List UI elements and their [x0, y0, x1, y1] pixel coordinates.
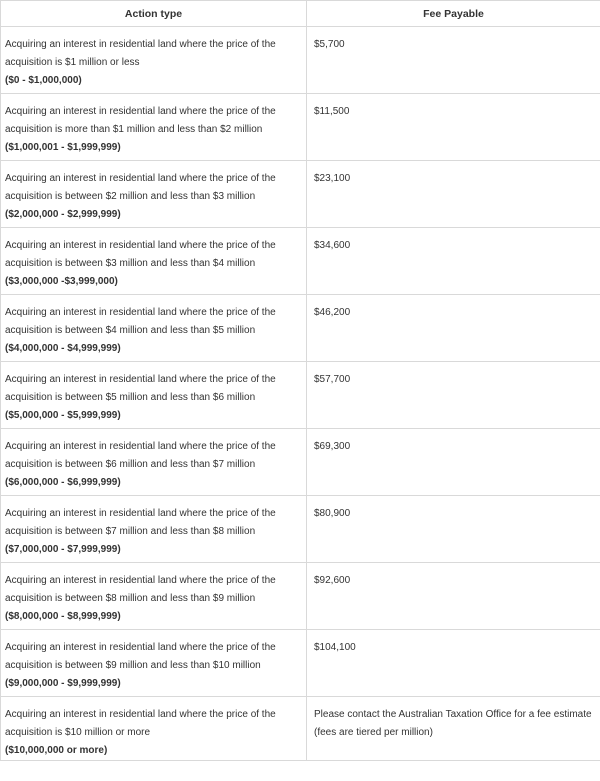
table-row [1, 563, 600, 630]
price-range: ($5,000,000 - $5,999,999) [5, 410, 121, 421]
action-cell [1, 429, 307, 496]
header-action-type: Action type [1, 1, 307, 27]
action-description: Acquiring an interest in residential land where the price of the acquisition is between $3 million and less than $4 million [5, 240, 276, 269]
action-cell [1, 697, 307, 761]
table-body [1, 27, 600, 761]
fee-cell: $92,600 [307, 563, 600, 630]
action-description: Acquiring an interest in residential land where the price of the acquisition is between $6 million and less than $7 million [5, 441, 276, 470]
table-row [1, 228, 600, 295]
header-row [1, 1, 600, 27]
price-range: ($8,000,000 - $8,999,999) [5, 611, 121, 622]
action-cell [1, 362, 307, 429]
price-range: ($3,000,000 -$3,999,000) [5, 276, 118, 287]
action-description: Acquiring an interest in residential land where the price of the acquisition is $10 million or more [5, 709, 276, 738]
table-row [1, 27, 600, 94]
action-description: Acquiring an interest in residential land where the price of the acquisition is between $7 million and less than $8 million [5, 508, 276, 537]
action-description: Acquiring an interest in residential land where the price of the acquisition is between $2 million and less than $3 million [5, 173, 276, 202]
table-row [1, 429, 600, 496]
action-description: Acquiring an interest in residential land where the price of the acquisition is $1 million or less [5, 39, 276, 68]
action-cell [1, 228, 307, 295]
action-cell [1, 27, 307, 94]
action-cell [1, 496, 307, 563]
fee-cell: $34,600 [307, 228, 600, 295]
action-description: Acquiring an interest in residential land where the price of the acquisition is more than $1 million and less than $2 million [5, 106, 276, 135]
table-row [1, 94, 600, 161]
action-cell [1, 161, 307, 228]
action-description: Acquiring an interest in residential land where the price of the acquisition is between $4 million and less than $5 million [5, 307, 276, 336]
fee-cell: $5,700 [307, 27, 600, 94]
price-range: ($10,000,000 or more) [5, 745, 108, 756]
fee-cell: $46,200 [307, 295, 600, 362]
table-header [1, 1, 600, 27]
price-range: ($6,000,000 - $6,999,999) [5, 477, 121, 488]
fee-cell: Please contact the Australian Taxation Office for a fee estimate (fees are tiered per million) [307, 697, 600, 761]
price-range: ($9,000,000 - $9,999,999) [5, 678, 121, 689]
fee-cell: $11,500 [307, 94, 600, 161]
fee-cell: $23,100 [307, 161, 600, 228]
table-row [1, 362, 600, 429]
price-range: ($4,000,000 - $4,999,999) [5, 343, 121, 354]
action-cell [1, 630, 307, 697]
fee-cell: $57,700 [307, 362, 600, 429]
table-row [1, 496, 600, 563]
table-row [1, 630, 600, 697]
price-range: ($1,000,001 - $1,999,999) [5, 142, 121, 153]
price-range: ($0 - $1,000,000) [5, 75, 82, 86]
fee-cell: $69,300 [307, 429, 600, 496]
header-fee-payable: Fee Payable [307, 1, 600, 27]
action-cell [1, 563, 307, 630]
action-description: Acquiring an interest in residential land where the price of the acquisition is between $9 million and less than $10 million [5, 642, 276, 671]
action-description: Acquiring an interest in residential land where the price of the acquisition is between $5 million and less than $6 million [5, 374, 276, 403]
price-range: ($7,000,000 - $7,999,999) [5, 544, 121, 555]
action-cell [1, 94, 307, 161]
action-cell [1, 295, 307, 362]
table-row [1, 161, 600, 228]
table-row [1, 295, 600, 362]
table-row [1, 697, 600, 761]
fee-cell: $80,900 [307, 496, 600, 563]
action-description: Acquiring an interest in residential land where the price of the acquisition is between $8 million and less than $9 million [5, 575, 276, 604]
fee-cell: $104,100 [307, 630, 600, 697]
price-range: ($2,000,000 - $2,999,999) [5, 209, 121, 220]
